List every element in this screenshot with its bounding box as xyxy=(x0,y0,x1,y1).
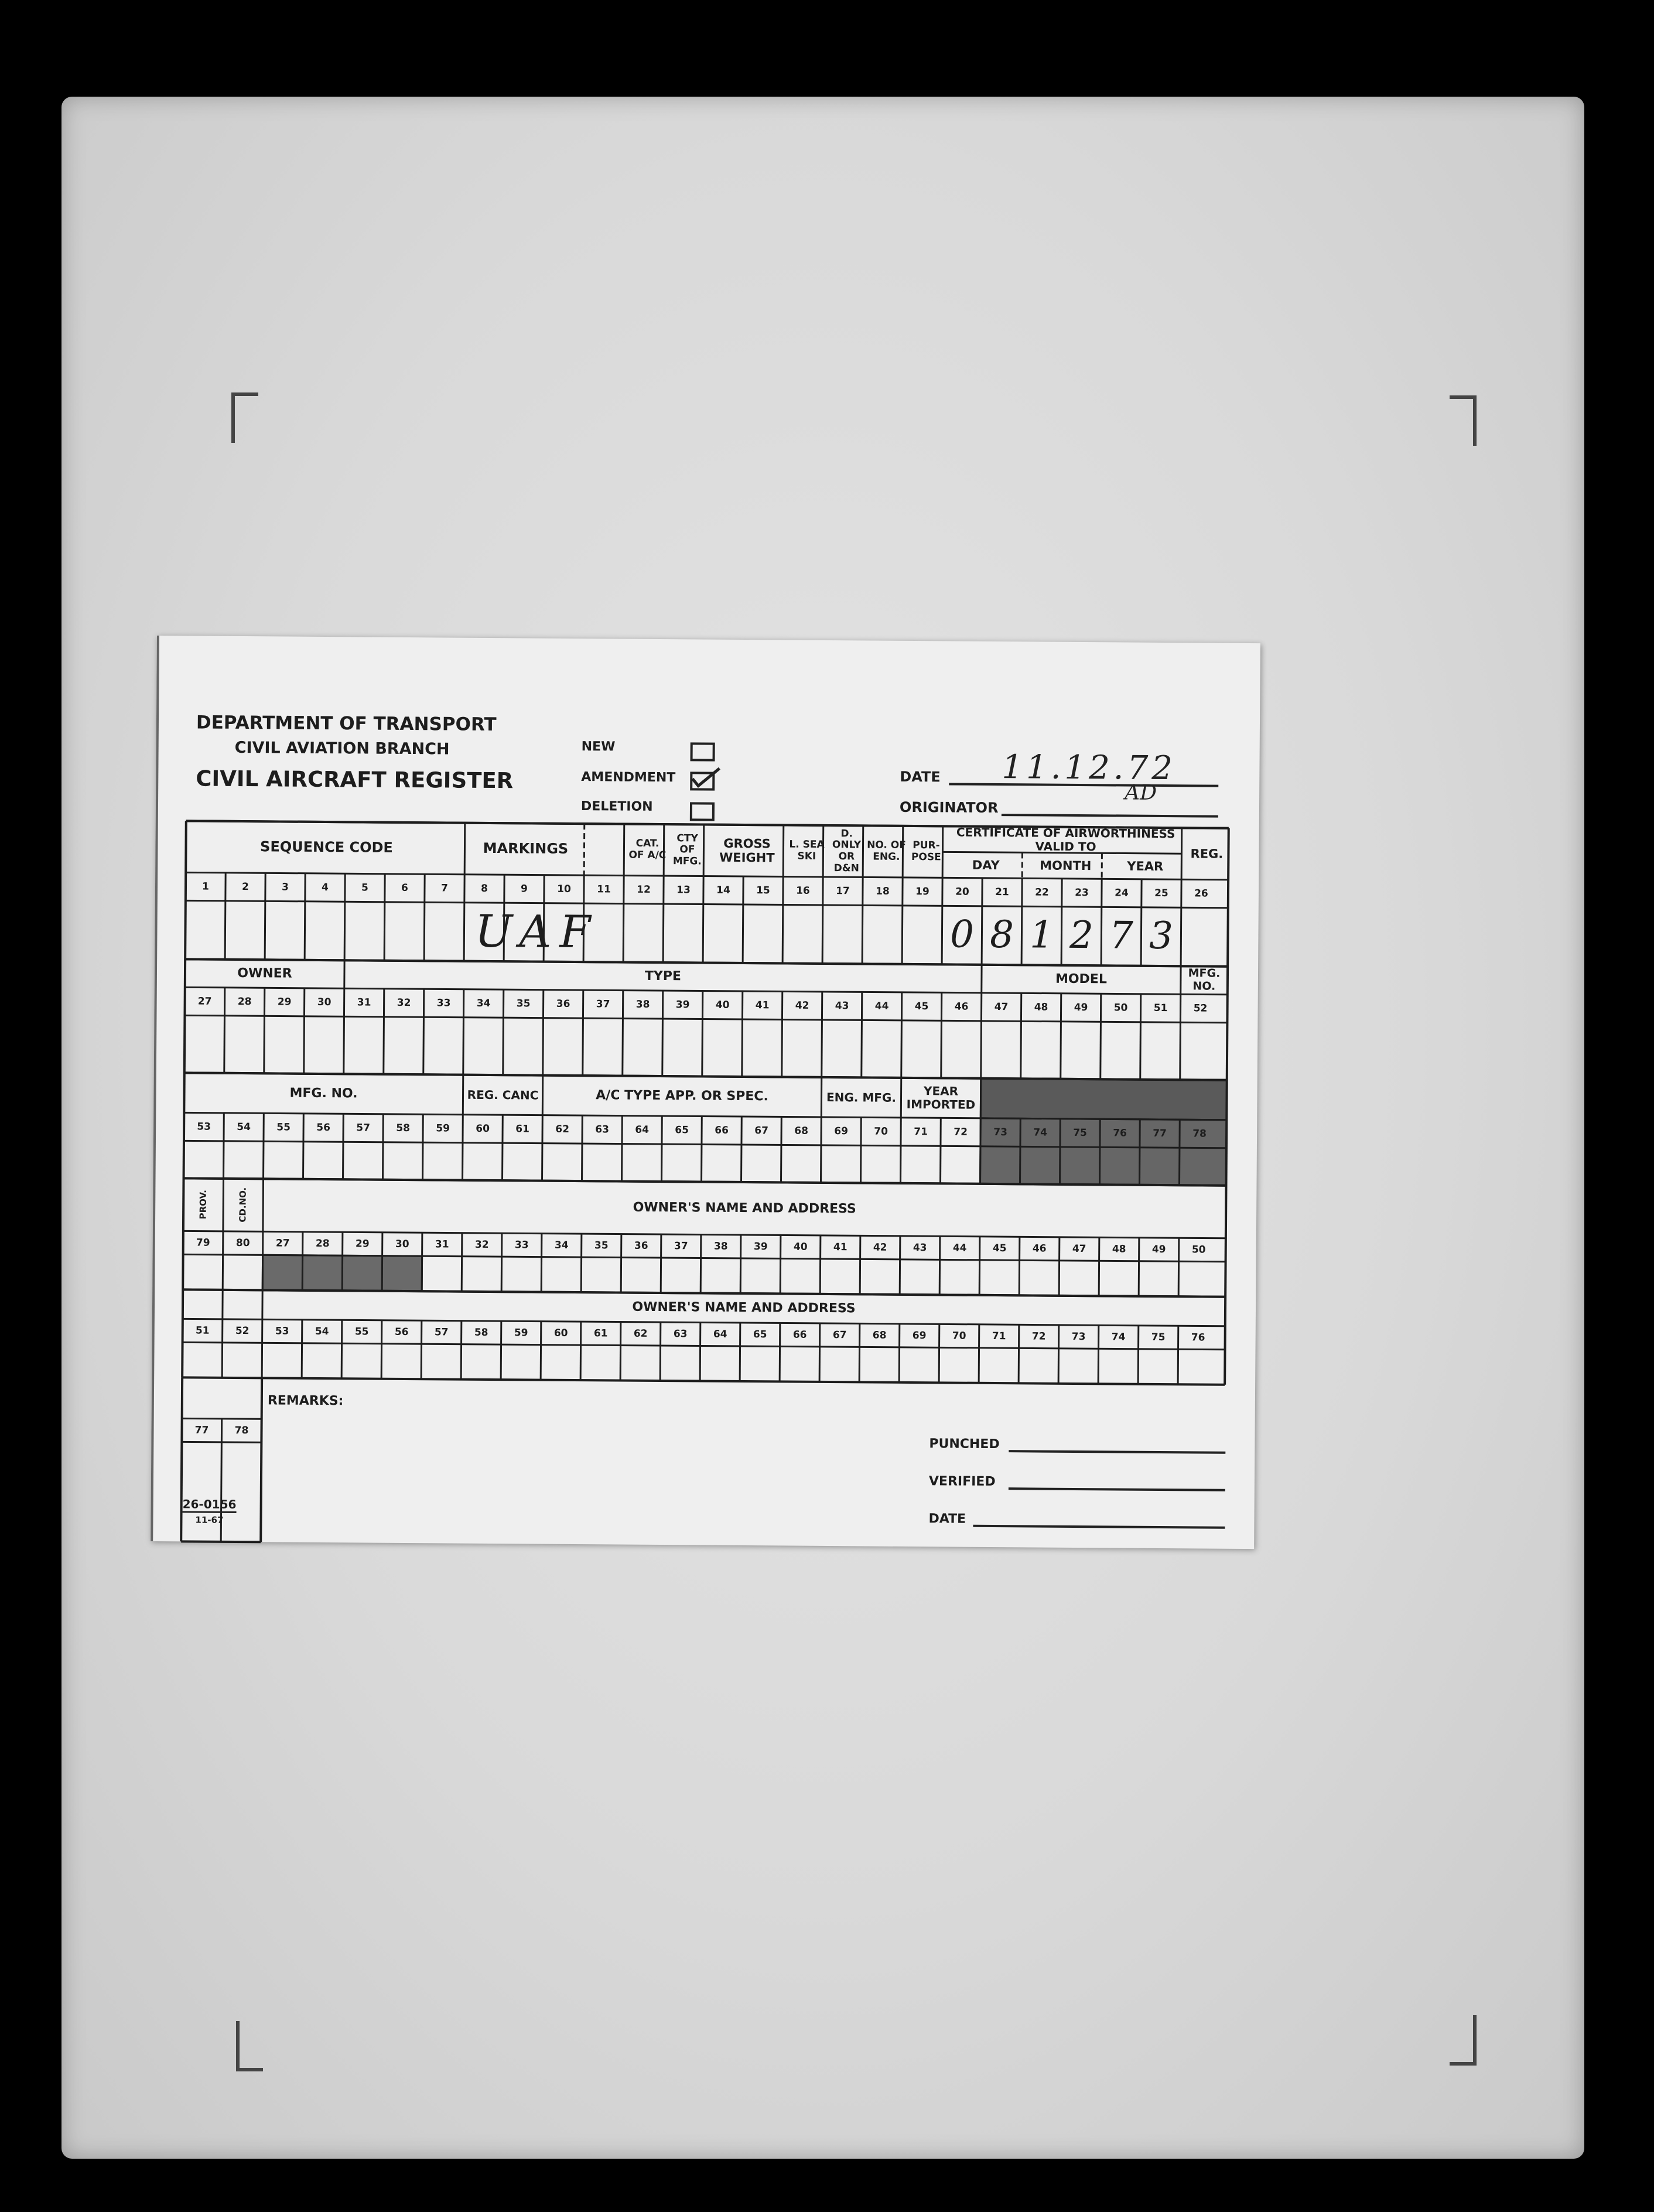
cell-number: 78 xyxy=(1192,1128,1207,1140)
grid-line xyxy=(261,1378,262,1542)
cell-number: 11 xyxy=(597,883,611,896)
cell-number: 25 xyxy=(1154,887,1168,900)
cell-number: 29 xyxy=(277,996,292,1008)
cell-number: 36 xyxy=(556,998,570,1010)
grid-line xyxy=(181,1377,182,1541)
cd-no-label: CD.NO. xyxy=(237,1187,248,1223)
cell-number: 24 xyxy=(1115,887,1129,899)
cell-number: 33 xyxy=(436,997,451,1009)
form-number: 26-0156 xyxy=(183,1497,237,1513)
header-type: TYPE xyxy=(644,969,682,984)
cell-number: 38 xyxy=(713,1240,728,1252)
cell-number: 46 xyxy=(1032,1242,1047,1255)
header-month: MONTH xyxy=(1040,858,1092,873)
cell-number: 66 xyxy=(715,1124,729,1136)
cell-number: 52 xyxy=(235,1325,250,1337)
crop-mark-top-left xyxy=(231,392,258,443)
cell-number: 48 xyxy=(1034,1001,1048,1013)
cell-number: 58 xyxy=(396,1122,411,1135)
originator-line xyxy=(1002,814,1218,818)
verified-label: VERIFIED xyxy=(928,1474,996,1490)
cell-number: 64 xyxy=(635,1124,650,1136)
cell-number: 80 xyxy=(235,1237,250,1250)
cell-number: 16 xyxy=(796,885,810,897)
cell-number: 39 xyxy=(753,1241,768,1253)
cell-number: 76 xyxy=(1113,1127,1127,1139)
certificate-digit: 0 xyxy=(949,913,975,957)
cell-number: 75 xyxy=(1151,1331,1166,1344)
cell-number: 59 xyxy=(514,1327,528,1339)
cell-number: 60 xyxy=(553,1327,568,1339)
cell-number: 65 xyxy=(675,1124,689,1136)
cell-number: 62 xyxy=(633,1327,648,1340)
cell-number: 4 xyxy=(322,881,329,894)
new-checkbox[interactable] xyxy=(691,742,715,761)
amendment-label: AMENDMENT xyxy=(581,770,676,786)
cell-number: 56 xyxy=(394,1326,409,1339)
cell-number: 14 xyxy=(716,884,730,896)
cell-number: 28 xyxy=(315,1237,330,1250)
crop-mark-top-right xyxy=(1450,395,1477,446)
cell-number: 57 xyxy=(434,1326,449,1339)
cell-number: 76 xyxy=(1191,1332,1205,1344)
cell-number: 60 xyxy=(476,1122,490,1135)
deletion-label: DELETION xyxy=(580,799,653,814)
cell-number: 21 xyxy=(995,886,1009,899)
crop-mark-bottom-right xyxy=(1450,2015,1477,2066)
cell-number: 53 xyxy=(197,1121,211,1133)
cell-number: 52 xyxy=(1193,1002,1208,1015)
cell-number: 31 xyxy=(357,996,371,1009)
cell-number: 36 xyxy=(634,1240,648,1252)
cell-number: 41 xyxy=(755,999,770,1012)
cell-number: 72 xyxy=(1031,1330,1046,1343)
date2-line xyxy=(973,1525,1225,1529)
header-eng-mfg: ENG. MFG. xyxy=(826,1090,897,1105)
header-owner: OWNER xyxy=(237,966,292,981)
header-mfg-no-2: MFG. NO. xyxy=(289,1085,358,1101)
originator-label: ORIGINATOR xyxy=(899,798,999,817)
date2-label: DATE xyxy=(928,1511,966,1527)
cell-number: 65 xyxy=(753,1329,767,1341)
cell-number: 77 xyxy=(1153,1127,1167,1140)
header-ac-type-app: A/C TYPE APP. OR SPEC. xyxy=(596,1088,768,1104)
header-reg-canc: REG. CANC xyxy=(467,1087,539,1102)
header-sequence-code: SEQUENCE CODE xyxy=(260,838,393,856)
cell-number: 66 xyxy=(792,1329,807,1341)
cell-number: 61 xyxy=(593,1327,608,1340)
cell-number: 6 xyxy=(401,882,408,895)
cell-number: 61 xyxy=(515,1123,530,1135)
cell-number: 51 xyxy=(1153,1002,1168,1015)
checkmark-icon xyxy=(689,766,724,789)
cell-number: 54 xyxy=(315,1325,329,1338)
cell-number: 40 xyxy=(793,1241,808,1253)
header-reg: REG. xyxy=(1190,846,1224,861)
cell-number: 45 xyxy=(992,1242,1007,1255)
cell-number: 30 xyxy=(395,1238,409,1251)
cell-number: 40 xyxy=(715,999,730,1011)
cell-number: 49 xyxy=(1151,1243,1166,1256)
cell-number: 54 xyxy=(237,1121,251,1134)
cell-number: 29 xyxy=(355,1238,370,1250)
header-gross-weight: GROSS WEIGHT xyxy=(719,836,775,865)
certificate-digit: 3 xyxy=(1149,914,1174,958)
cell-number: 19 xyxy=(915,886,929,898)
header-year-imported: YEAR IMPORTED xyxy=(906,1084,976,1112)
cell-number: 56 xyxy=(316,1121,331,1134)
cell-number: 42 xyxy=(873,1241,887,1254)
cell-number: 31 xyxy=(435,1238,449,1251)
header-purpose: PUR- POSE xyxy=(911,839,941,863)
header-no-eng: NO. OF ENG. xyxy=(867,839,906,863)
cell-number: 58 xyxy=(474,1326,488,1339)
cell-number: 68 xyxy=(794,1125,809,1137)
cell-number: 7 xyxy=(441,882,448,895)
cell-number: 69 xyxy=(834,1125,849,1138)
cell-number: 70 xyxy=(952,1330,966,1342)
markings-value: UAF xyxy=(474,905,599,958)
cell-number: 44 xyxy=(874,1000,889,1012)
register-title: CIVIL AIRCRAFT REGISTER xyxy=(196,766,514,794)
cell-number: 73 xyxy=(1071,1330,1086,1343)
header-l-sea-ski: L. SEA SKI xyxy=(789,838,825,862)
cell-number: 62 xyxy=(555,1123,570,1135)
cell-number: 72 xyxy=(954,1126,968,1138)
certificate-digit: 8 xyxy=(989,913,1014,957)
cell-number: 48 xyxy=(1112,1243,1126,1255)
cell-number: 45 xyxy=(914,1001,929,1013)
cell-number: 34 xyxy=(476,997,491,1009)
cell-number: 75 xyxy=(1073,1127,1088,1139)
header-prov xyxy=(183,1178,224,1231)
register-card xyxy=(151,636,1260,1549)
cell-number: 47 xyxy=(1072,1242,1086,1255)
new-label: NEW xyxy=(581,739,616,755)
header-markings: MARKINGS xyxy=(483,840,569,858)
branch-title: CIVIL AVIATION BRANCH xyxy=(234,738,450,759)
form-date: 11-67 xyxy=(195,1514,224,1525)
cell-number: 77 xyxy=(194,1424,209,1436)
cell-number: 71 xyxy=(992,1330,1006,1343)
cell-number: 9 xyxy=(521,883,528,895)
cell-number: 41 xyxy=(833,1241,847,1254)
cell-number: 78 xyxy=(234,1424,249,1437)
deletion-checkbox[interactable] xyxy=(690,802,715,821)
cell-number: 44 xyxy=(952,1242,967,1254)
header-year: YEAR xyxy=(1127,859,1164,873)
cell-number: 50 xyxy=(1191,1244,1206,1256)
date-value: 11.12.72 xyxy=(1002,748,1177,788)
cell-number: 57 xyxy=(356,1122,371,1134)
header-d-only: D. ONLY OR D&N xyxy=(832,828,862,874)
cell-number: 42 xyxy=(795,999,809,1012)
cell-number: 47 xyxy=(994,1001,1009,1013)
cell-number: 70 xyxy=(874,1125,888,1138)
header-cat-ac: CAT. OF A/C xyxy=(628,838,667,862)
cell-number: 43 xyxy=(913,1242,927,1254)
cell-number: 35 xyxy=(516,998,531,1010)
cell-number: 32 xyxy=(397,996,411,1009)
cell-number: 23 xyxy=(1075,886,1089,899)
certificate-digit: 7 xyxy=(1109,914,1134,958)
header-owners-name-2: OWNER'S NAME AND ADDRESS xyxy=(632,1300,856,1316)
cell-number: 30 xyxy=(317,996,332,1009)
certificate-digit: 1 xyxy=(1029,913,1054,957)
amendment-checkbox[interactable] xyxy=(690,772,715,790)
cell-number: 43 xyxy=(835,1000,849,1012)
cell-number: 2 xyxy=(242,881,249,893)
cell-number: 27 xyxy=(197,995,212,1008)
cell-number: 26 xyxy=(1194,887,1208,900)
crop-mark-bottom-left xyxy=(236,2021,263,2071)
cell-number: 34 xyxy=(554,1239,569,1251)
cell-number: 69 xyxy=(912,1330,927,1342)
cell-number: 20 xyxy=(955,886,969,898)
cell-number: 74 xyxy=(1111,1331,1126,1343)
cell-number: 39 xyxy=(675,999,690,1011)
cell-number: 35 xyxy=(594,1240,609,1252)
cell-number: 22 xyxy=(1035,886,1049,899)
cell-number: 46 xyxy=(954,1001,969,1013)
header-day: DAY xyxy=(972,858,1000,872)
header-cty-mfg: CTY OF MFG. xyxy=(672,832,702,868)
cell-number: 37 xyxy=(674,1240,688,1252)
cell-number: 73 xyxy=(993,1126,1008,1139)
department-title: DEPARTMENT OF TRANSPORT xyxy=(196,712,497,736)
verified-line xyxy=(1009,1487,1225,1491)
originator-initials: AD xyxy=(1125,780,1157,805)
cell-number: 53 xyxy=(275,1325,289,1337)
cell-number: 50 xyxy=(1113,1002,1128,1014)
cell-number: 67 xyxy=(832,1329,847,1341)
cell-number: 55 xyxy=(276,1121,291,1134)
cell-number: 33 xyxy=(514,1239,529,1251)
cell-number: 63 xyxy=(673,1328,688,1340)
cell-number: 59 xyxy=(436,1122,450,1135)
header-cd-no xyxy=(223,1179,264,1231)
date-label: DATE xyxy=(900,768,941,786)
header-model: MODEL xyxy=(1055,972,1107,987)
cell-number: 32 xyxy=(474,1238,489,1251)
cell-number: 8 xyxy=(481,882,488,895)
cell-number: 55 xyxy=(354,1326,369,1338)
remarks-label: REMARKS: xyxy=(267,1393,344,1409)
cell-number: 37 xyxy=(596,998,610,1011)
certificate-digit: 2 xyxy=(1069,914,1094,958)
cell-number: 13 xyxy=(676,884,691,896)
header-mfg-no: MFG. NO. xyxy=(1188,967,1221,993)
cell-number: 63 xyxy=(595,1124,610,1136)
prov-label: PROV. xyxy=(197,1190,209,1220)
cell-number: 68 xyxy=(872,1329,887,1341)
cell-number: 18 xyxy=(876,885,890,897)
cell-number: 74 xyxy=(1033,1127,1048,1139)
cell-number: 51 xyxy=(195,1325,210,1337)
header-certificate: CERTIFICATE OF AIRWORTHINESS VALID TO xyxy=(956,825,1175,854)
grid-line xyxy=(182,1377,1225,1384)
cell-number: 28 xyxy=(237,995,252,1008)
cell-number: 27 xyxy=(275,1237,290,1250)
cell-number: 67 xyxy=(754,1125,769,1137)
cell-number: 49 xyxy=(1074,1001,1088,1014)
cell-number: 79 xyxy=(196,1237,210,1249)
punched-line xyxy=(1009,1450,1225,1454)
cell-number: 64 xyxy=(713,1328,727,1340)
cell-number: 17 xyxy=(836,885,850,897)
cell-number: 12 xyxy=(637,883,651,896)
cell-number: 71 xyxy=(914,1126,928,1138)
header-owners-name-1: OWNER'S NAME AND ADDRESS xyxy=(633,1200,856,1217)
shaded-header-block xyxy=(980,1078,1226,1120)
register-grid xyxy=(182,821,1229,1437)
cell-number: 5 xyxy=(361,882,368,894)
cell-number: 3 xyxy=(282,881,289,893)
cell-number: 1 xyxy=(202,880,210,893)
cell-number: 15 xyxy=(756,885,770,897)
cell-number: 10 xyxy=(557,883,571,895)
punched-label: PUNCHED xyxy=(929,1436,1000,1452)
cell-number: 38 xyxy=(635,998,650,1011)
